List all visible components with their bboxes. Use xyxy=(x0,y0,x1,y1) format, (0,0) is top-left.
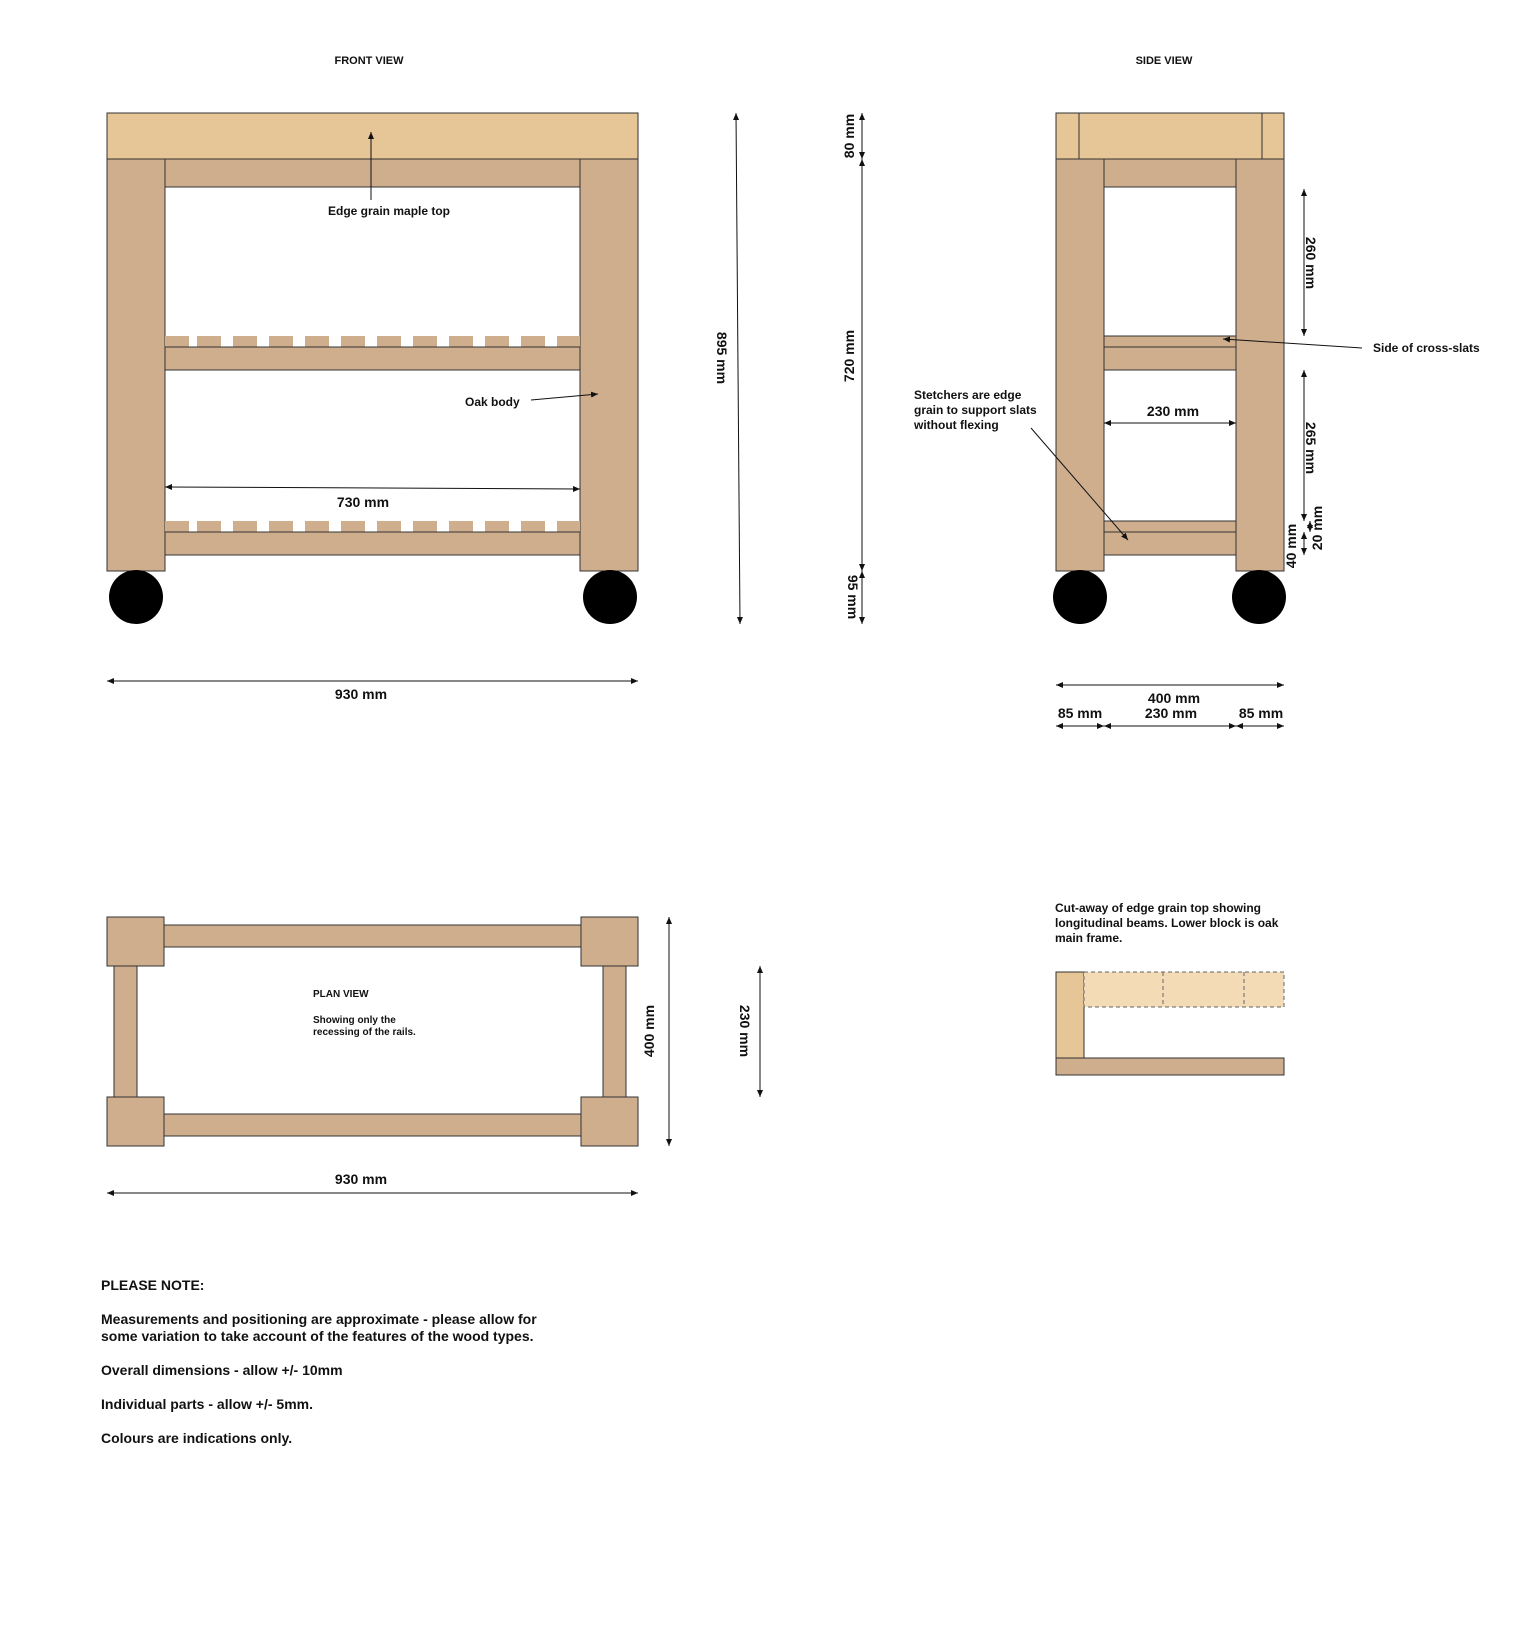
notes-line-3: Individual parts - allow +/- 5mm. xyxy=(101,1396,313,1412)
side-view-title: SIDE VIEW xyxy=(1135,55,1193,67)
dim-upper-gap: 260 mm xyxy=(1303,236,1319,290)
dim-plan-depth: 400 mm xyxy=(641,1004,657,1058)
cutaway-view xyxy=(1055,901,1284,1075)
dim-lower-gap: 265 mm xyxy=(1303,421,1319,475)
cutaway-oak-frame xyxy=(1056,1058,1284,1075)
dim-inner-width: 730 mm xyxy=(336,494,390,510)
dim-frame: 720 mm xyxy=(841,329,857,383)
dim-leg-right: 85 mm xyxy=(1238,705,1284,721)
middle-shelf-rail xyxy=(165,347,580,370)
notes-line-1: Measurements and positioning are approximate - please allow for some variation to take account of the features of the wood types. xyxy=(101,1311,537,1344)
dim-overall-width: 930 mm xyxy=(334,686,388,702)
dim-plan-width: 930 mm xyxy=(334,1171,388,1187)
dim-plan-inner-depth: 230 mm xyxy=(737,1004,753,1058)
text-line: recessing of the rails. xyxy=(313,1027,416,1038)
text-line: longitudinal beams. Lower block is oak xyxy=(1055,916,1279,930)
text-line: grain to support slats xyxy=(914,403,1037,417)
plan-rail-left xyxy=(114,966,137,1097)
dim-overall-height: 895 mm xyxy=(714,331,730,385)
front-leg-left xyxy=(107,159,165,571)
dim-top: 80 mm xyxy=(841,113,857,159)
side-leg-left xyxy=(1056,159,1104,571)
bottom-shelf-rail xyxy=(165,532,580,555)
dim-line-inner-width xyxy=(165,487,580,489)
plan-leg-bottom-right xyxy=(581,1097,638,1146)
side-maple-top xyxy=(1056,113,1284,159)
plan-rail-right xyxy=(603,966,626,1097)
bottom-shelf-slats xyxy=(165,521,580,532)
plan-leg-top-right xyxy=(581,917,638,966)
text-line: Showing only the xyxy=(313,1015,396,1026)
front-wheel-right xyxy=(583,570,637,624)
plan-view-title: PLAN VIEW xyxy=(313,989,369,1000)
notes-line-2: Overall dimensions - allow +/- 10mm xyxy=(101,1362,343,1378)
plan-rail-bottom xyxy=(164,1114,581,1136)
front-view xyxy=(107,55,862,702)
plan-view xyxy=(107,917,760,1193)
side-cross-slat-bottom xyxy=(1104,521,1236,532)
dim-wheels: 95 mm xyxy=(845,574,861,620)
cutaway-end-block xyxy=(1056,972,1084,1058)
label-maple-top: Edge grain maple top xyxy=(328,204,451,218)
label-oak-body: Oak body xyxy=(465,395,520,409)
front-wheel-left xyxy=(109,570,163,624)
plan-view-subtitle xyxy=(313,1015,416,1038)
front-leg-right xyxy=(580,159,638,571)
front-view-title: FRONT VIEW xyxy=(334,55,404,67)
label-stretchers xyxy=(913,388,1037,432)
text-line: main frame. xyxy=(1055,931,1123,945)
side-cross-slat-middle xyxy=(1104,336,1236,347)
dim-slat: 20 mm xyxy=(1309,505,1325,551)
side-wheel-right xyxy=(1232,570,1286,624)
side-view xyxy=(913,55,1480,726)
middle-shelf-slats xyxy=(165,336,580,347)
text-line: Stetchers are edge xyxy=(914,388,1022,402)
dim-stretcher: 40 mm xyxy=(1283,523,1299,569)
dim-total: 400 mm xyxy=(1147,690,1201,706)
side-stretcher-middle xyxy=(1104,347,1236,370)
plan-rail-top xyxy=(164,925,581,947)
front-top-rail xyxy=(165,159,580,187)
cutaway-caption xyxy=(1055,901,1279,945)
notes-section xyxy=(101,1277,621,1464)
side-leg-right xyxy=(1236,159,1284,571)
plan-leg-bottom-left xyxy=(107,1097,164,1146)
notes-heading: PLEASE NOTE: xyxy=(101,1277,205,1293)
maple-top xyxy=(107,113,638,159)
cutaway-beams xyxy=(1084,972,1284,1007)
plan-leg-top-left xyxy=(107,917,164,966)
dim-middle: 230 mm xyxy=(1144,705,1198,721)
side-wheel-left xyxy=(1053,570,1107,624)
side-top-rail xyxy=(1104,159,1236,187)
notes-line-4: Colours are indications only. xyxy=(101,1430,293,1446)
label-cross-slats: Side of cross-slats xyxy=(1373,341,1480,355)
text-line: without flexing xyxy=(914,418,999,432)
dim-inner: 230 mm xyxy=(1146,403,1200,419)
text-line: Cut-away of edge grain top showing xyxy=(1055,901,1262,915)
dim-line-overall-height xyxy=(736,113,740,624)
dim-leg-left: 85 mm xyxy=(1057,705,1103,721)
